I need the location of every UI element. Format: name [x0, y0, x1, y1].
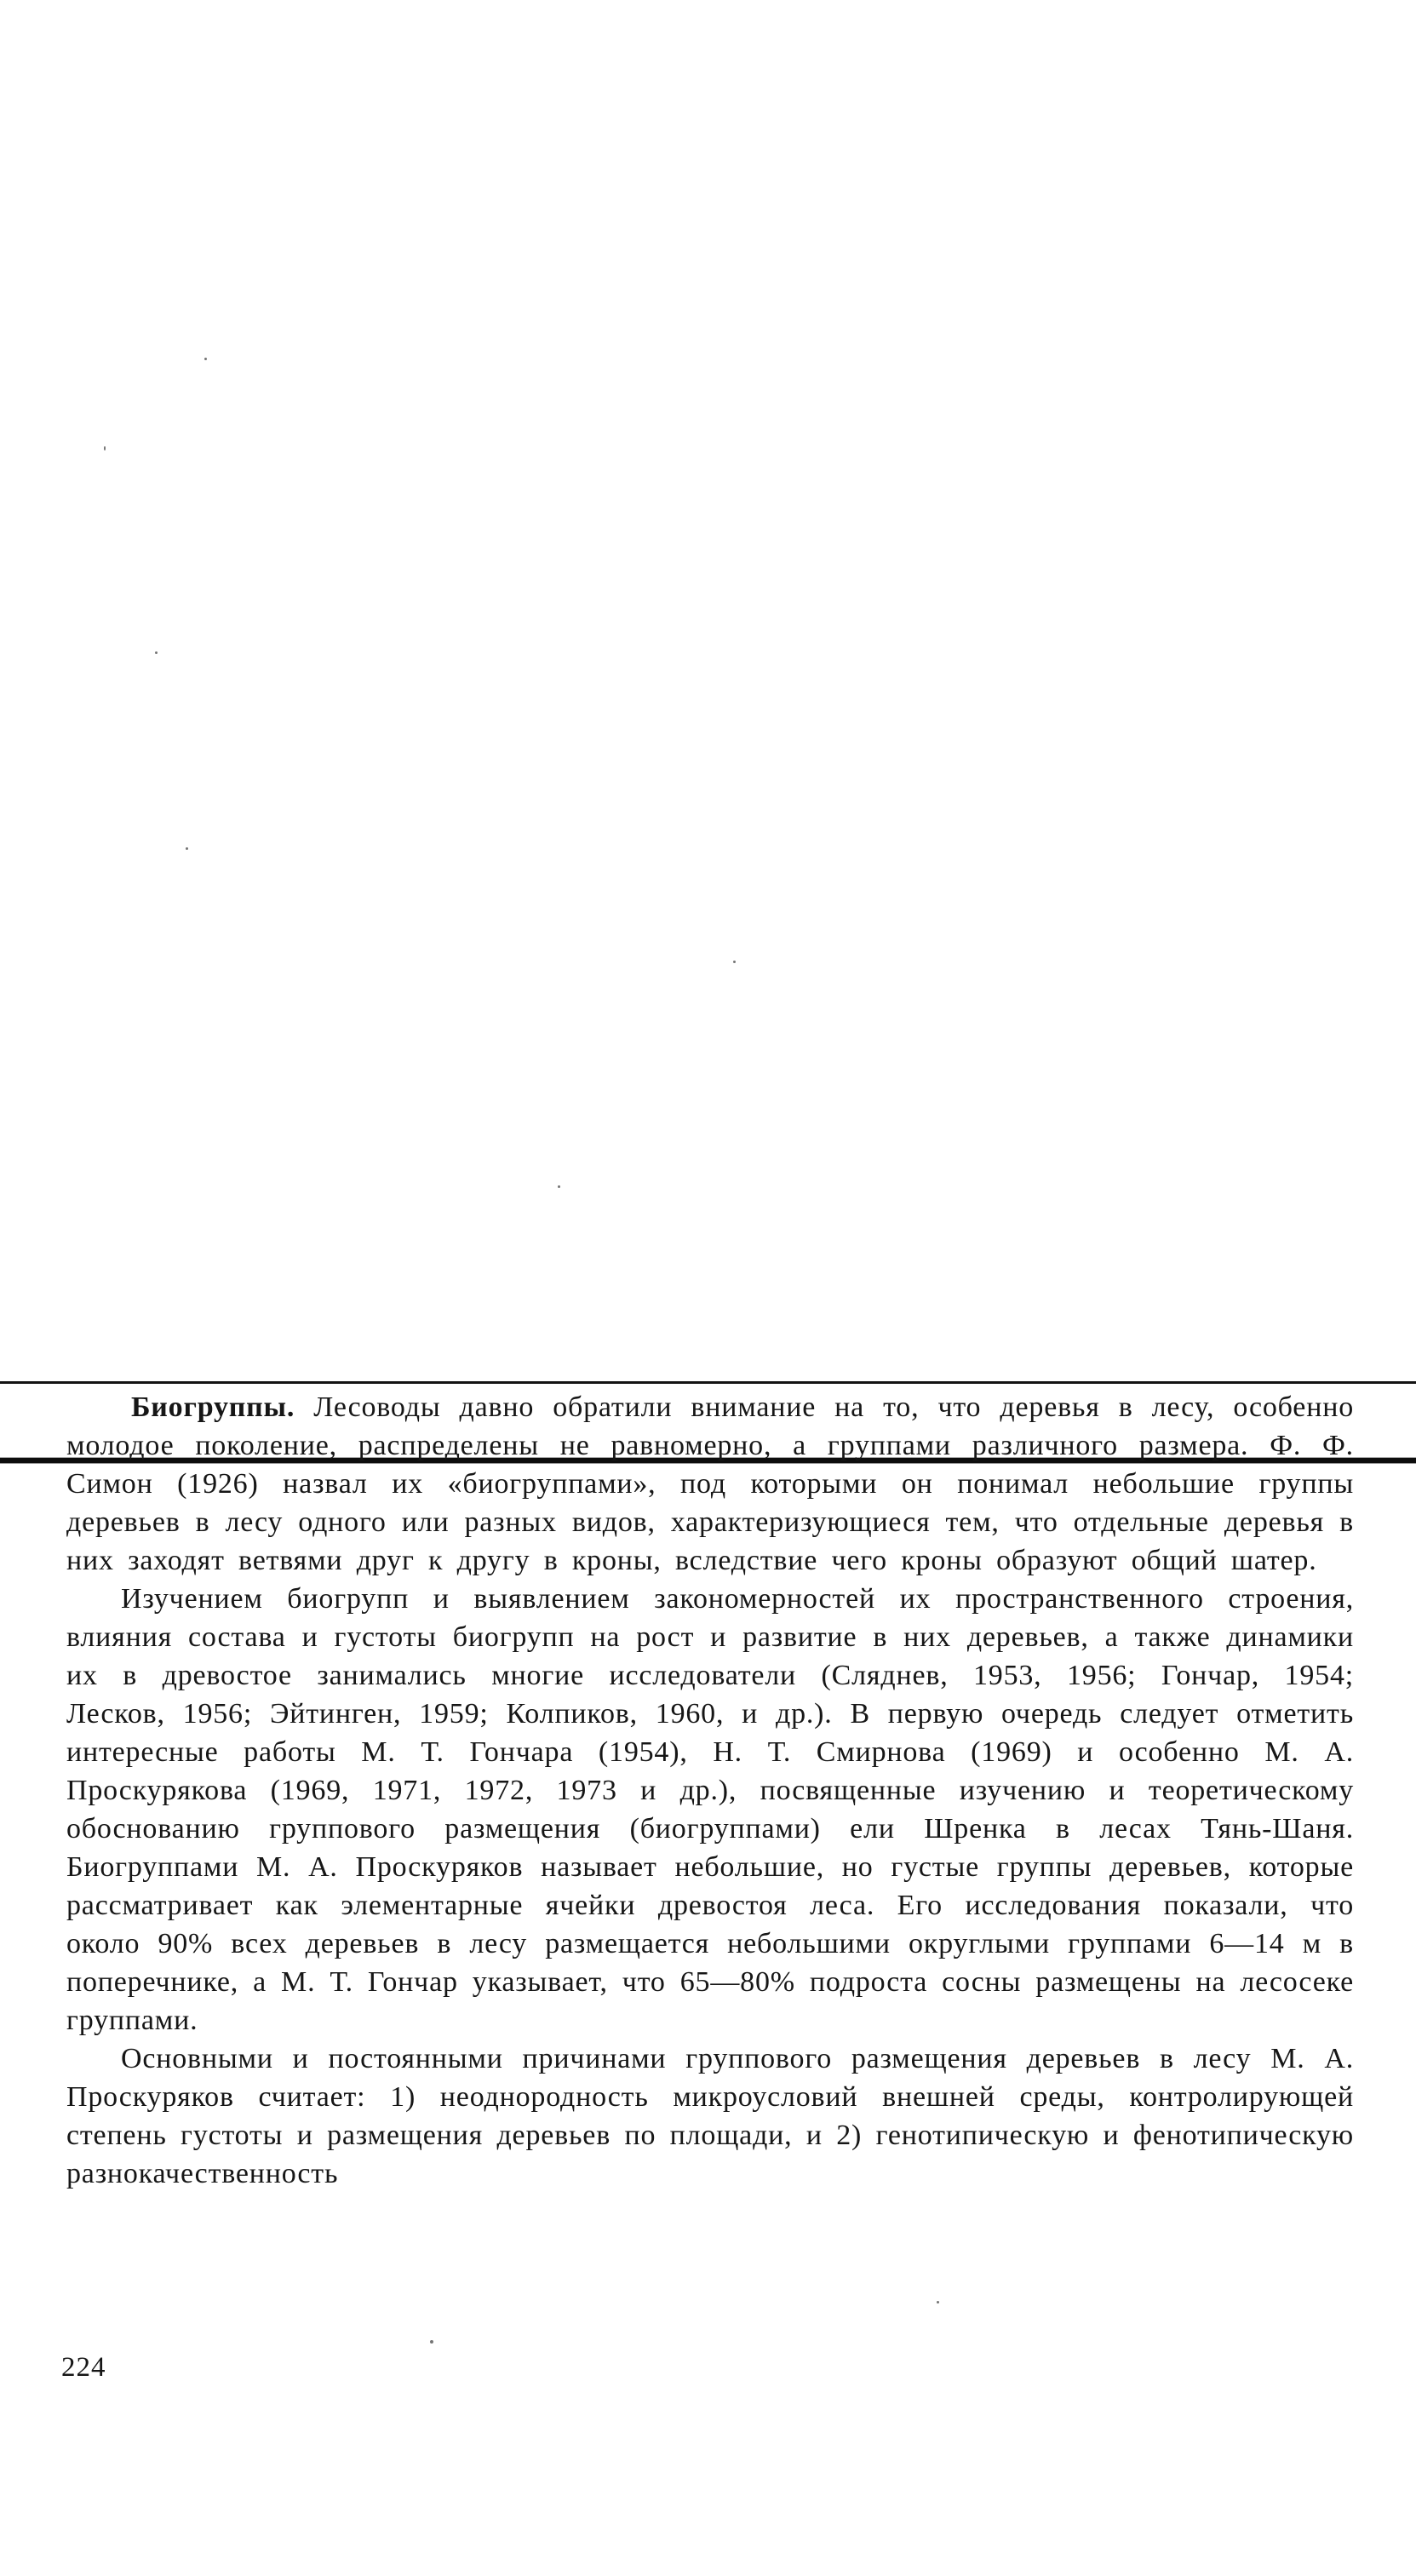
scan-speck: [104, 446, 106, 450]
scan-speck: [430, 2340, 433, 2344]
page-top-rule: [0, 1381, 1416, 1384]
body-text: [66, 1388, 1354, 2193]
scan-speck: [733, 961, 736, 963]
scan-speck: [186, 847, 188, 850]
page-number: 224: [61, 2352, 106, 2383]
paragraph-biogroups: [66, 1388, 1354, 1580]
paragraph-research-history: Изучением биогрупп и выявлением закономерностей их пространственного строения, влияния состава и густоты биогрупп на рост и развитие в них деревьев, а также динамики их в древостое занимались многие исследователи (Сляднев, 1953, 1956; Гончар, 1954; Лесков, 1956; Эйтинген, 1959; Колпиков, 1960, и др.). В первую очередь следует отметить интересные работы М. Т. Гончара (1954), Н. Т. Смирнова (1969) и особенно М. А. Проскурякова (1969, 1971, 1972, 1973 и др.), посвященные изучению и теоретическому обоснованию группового размещения (биогруппами) ели Шренка в лесах Тянь-Шаня. Биогруппами М. А. Проскуряков называет небольшие, но густые группы деревьев, которые рассматривает как элементарные ячейки древостоя леса. Его исследования показали, что около 90% всех деревьев в лесу размещается небольшими округлыми группами 6—14 м в поперечнике, а М. Т. Гончар указывает, что 65—80% подроста сосны размещены на лесосеке группами.: [66, 1583, 1354, 2036]
paragraph-text: Лесоводы давно обратили внимание на то, что деревья в лесу, особенно молодое поколение, распределены не равномерно, а группами различного размера. Ф. Ф. Симон (1926) назвал их «биогруппами», под которыми он понимал небольшие группы деревьев в лесу одного или разных видов, характеризующиеся тем, что отдельные деревья в них заходят ветвями друг к другу в кроны, вследствие чего кроны образуют общий шатер.: [66, 1391, 1354, 1576]
scan-speck: [155, 651, 158, 654]
paragraph-lead-bold: Биогруппы.: [131, 1391, 295, 1423]
paragraph-causes: Основными и постоянными причинами группового размещения деревьев в лесу М. А. Проскуряков считает: 1) неоднородность микроусловий внешней среды, контролирующей степень густоты и размещения деревьев по площади, и 2) генотипическую и фенотипическую разнокачественность: [66, 2043, 1354, 2189]
scan-speck: [204, 358, 207, 360]
scan-speck: [937, 2301, 939, 2303]
scan-speck: [558, 1185, 560, 1188]
